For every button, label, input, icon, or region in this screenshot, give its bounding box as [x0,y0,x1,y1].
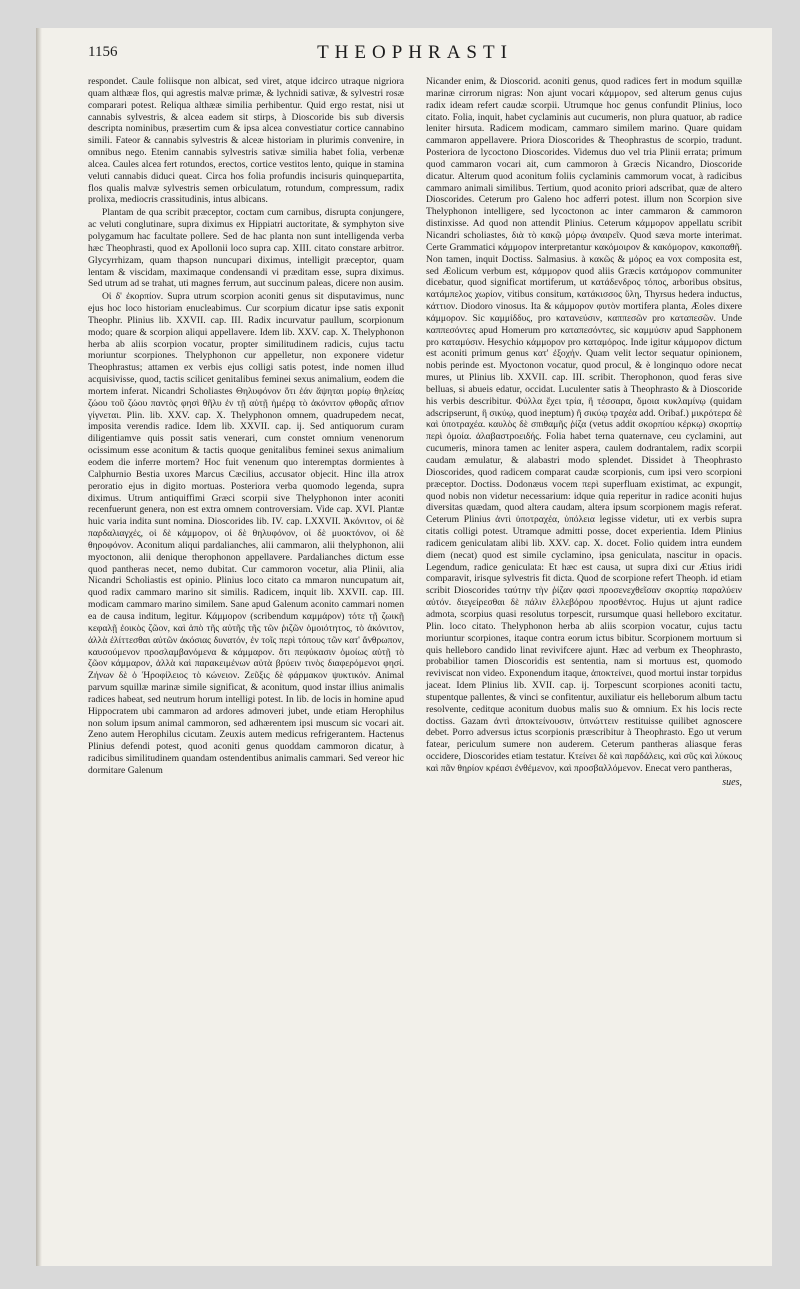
page-gutter-shadow [36,28,42,1266]
catchword: sues, [722,776,742,788]
paragraph: Οἱ δ' ἐκορπίον. Supra utrum scorpion aconiti genus sit disputavimus, nunc ejus hoc loco historiam enucleabimus. Cur scorpium dicatur ipse satis exponit Theophr. Plinius lib. XXVII. cap. III. Radix incurvatur paullum, scorpionum modo; quare & scorpion aliqui appellavere. Idem lib. XXV. cap. X. Thelyphonon herba ab aliis scorpion vocatur, propter similitudinem radicis, cujus tactu moriuntur scorpiones. Thelyphonon cur appelletur, non exponere videtur Theophrastus; attamen ex verbis ejus colligi satis potest, inde nomen illud acquisivisse, quod, tactis scilicet genitalibus feminei sexus animalium, eodem die mortem inferat. Nicandri Scholiastes Θηλυφόνον ὅτι ἐάν ἅψηται μορίῳ θηλείας ζώου τοῦ ζώου παντὸς φησὶ θῆλυ ἐν τῇ αὐτῇ ἡμέρᾳ τὸ ἀκόνιτον φθορᾶς αἴτιον γίγνεται. Plin. lib. XXV. cap. X. Thelyphonon omnem, quadrupedem necat, imposita verendis radice. Idem lib. XXVII. cap. ij. Sed antiquorum curam diligentiamve quis possit satis venerari, cum constet omnium venenorum ocissimum esse aconitum & tactis quoque genitalibus feminei sexus animalium eodem die inferre mortem? Hoc fuit venenum quo interemptas dormientes à Calphurnio Bestia uxores Marcus Cæcilius, accusator objecit. Hinc illa atrox peroratio ejus in digito mortuas. Posteriora verba quomodo legenda, supra diximus. Utrum antiquiffimi Græci scorpii sive Thelyphonon inter aconiti recenfuerunt genera, non est extra omnem controversiam. Vide cap. XVI. Plantæ huic varia indita sunt nomina. Dioscorides lib. IV. cap. LXXVII. Ἀκόνιτον, οἱ δὲ παρδαλιαγχές, οἱ δὲ κάμμορον, οἱ δὲ θηλυφόνον, οἱ δὲ μυοκτόνον, οἱ δὲ θηροφόνον. Aconitum aliqui pardalianches, alii cammaron, alii thelyphonon, alii myoctonon, alii denique therophonon appellavere. Pardalianches dictum esse quod pantheras necet, nemo dubitat. Cur cammoron vocetur, alia Plinii, alia Nicandri Scholiastis est opinio. Plinius loco citato ca mmaron nuncupatum ait, quod radix cammaro marino sit similis. Radicem, inquit lib. XXVII. cap. III. modicam cammaro marino similem. Sane apud Galenum aconito cammari nomen ea de causa inditum, legitur. Κάμμορον (scribendum καμμάρον) τότε τῇ ζωικῇ κεφαλῇ ἐοικὸς ζῶον, καὶ ἀπὸ τῆς αὐτῆς τῆς τῶν ῥιζῶν ὁμοιότητος, τὸ ἀκόνιτον, ἀλλὰ ἐλίττεσθαι αὐτῶν ἀκόσιας δυνατόν, ἐν τοῖς περὶ τόπους τῶν κατ' ἄνθρωπον, καυσούμενον προσλαμβανόμενα & κάμμαρον. ὅτι πεφύκασιν ὁμοίως αὐτῇ τὸ ζῶον κάμμαρον, ἀλλὰ καὶ παρακειμένων αὐτὰ βρύειν τινὸς διαφερόμενοι φησί. Ζήνων δὲ ὁ Ἡροφίλειος τὸ κώνειον. Ζεῦξις δὲ φάρμακον ψυκτικόν. Animal parvum squillæ marinæ simile significat, & aconitum, quod instar illius animalis radices habeat, sed neutrum horum intelligi potest. In lib. de locis in homine apud Hippocratem ubi cammaron ad ardores admoveri jubet, unde etiam Herophilus non solum ipsum animal cammoron, sed adhærentem ipsi muscum sic vocari ait. Zeno autem Herophilus cicutam. Zeuxis autem medicus refrigerantem. Hactenus Plinius defendi potest, quod aconiti genus quoddam cammoron dicatur, à radicibus similitudinem quandam ostendentibus animalis cammari. Sed vereor hic dormitare Galenum [88,291,404,776]
left-column [88,76,404,789]
running-title: THEOPHRASTI [317,42,513,63]
right-column [426,76,742,789]
paragraph: Plantam de qua scribit præceptor, coctam cum carnibus, disrupta conjungere, ac veluti conglutinare, supra diximus ex Hippiatri auctoritate, & symphyton sive polygamum hac facultate pollere. Sed de hac planta non sunt intelligenda verba hæc Theophrasti, quod ex Apollonii loco supra cap. XIII. citato constare arbitror. Glycyrrhizam, quam thapson nuncupari diximus, intelligit præceptor, quam lentam & viscidam, maximaque condensandi vi præditam esse, supra diximus. Sed utrum ad se trahat, uti magnes ferrum, aut succinum paleas, dicere non ausim. [88,207,404,290]
page-header [88,42,742,70]
paragraph: respondet. Caule foliisque non albicat, sed viret, atque idcirco utraque nigriora quam althææ flos, qui agrestis malvæ primæ, & lychnidi sativæ, & sylvestri rosæ comparari potest. Reliqua althææ similia perhibentur. Quid ergo restat, nisi ut cannabis sylvestris, & alcea eadem sit stirps, à Dioscoride bis sub diversis descripta nominibus, præsertim cum & ipsa alcea convestiatur cortice cannabino simili. Fateor & cannabis sylvestris & alceæ historiam in plurimis convenire, in omnibus nego. Etenim cannabis sylvestris sativæ similia habet folia, verbenæ alcea. Caules alcea fert rotundos, erectos, cortice vestitos lento, quique in stamina veluti cannabis diduci queat. Circa hos folia profundis incisuris quinquepartita, flos qualis malvæ sylvestris semen orbiculatum, rotundum, compressum, radix prolixa, mediocris crassitudinis, intus albicans. [88,76,404,206]
page-number: 1156 [88,44,118,60]
book-page [36,28,772,1266]
paragraph: Nicander enim, & Dioscorid. aconiti genus, quod radices fert in modum squillæ marinæ cirrorum nigras: Non ajunt vocari κάμμορον, sed alterum genus cujus radix ideam refert caudæ scorpii. Utrumque hoc genus confundit Plinius, loco citato. Folia, inquit, habet cyclaminis aut cucumeris, non plura quatuor, ab radice leniter hirsuta. Radicem modicam, cammaro similem marino. Quare quidam cammaron appellavere. Priora Dioscorides & Theophrastus de scorpio, tradunt. Posteriora de lycoctono Dioscorides. Videmus duo vel tria Plinii errata; primum quod cammaron vocari ait, cum cammoron à Græcis Nicandro, Dioscoride dicatur. Alterum quod aconitum foliis cyclaminis cammorum vocat, à radicibus cammaro animali similibus. Tertium, quod aconito priori adscribat, quæ de altero Dioscorides. Ceterum pro Galeno hoc adferri potest. illum non Scorpion sive Thelyphonon intelligere, sed lycoctonon ac inter cammaron & cammoron distinxisse. Ad quod non attendit Plinius. Ceterum κάμμορον appellatu scribit Nicandri scholiastes, διὰ τὸ κακῷ μόρῳ ἀναιρεῖν. Quod sæva morte interimat. Certe Grammatici κάμμορον interpretantur κακόμοιρον & κακόμορον, κακοπαθῆ. Non tamen, inquit Doctiss. Salmasius. à κακῶς & μόρος ea vox composita est, sed Æolicum verbum est, κάμμορον quod aliis Græcis κατάμορον communiter dicebatur, quod significat mortiferum, ut κατάδενδρος τόπος, arboribus obsitus, κατάμπελος χωρίον, vitibus consitum, κατάκισσος ὕλη, Thyrsus hedera inductus, κάττιον. Diodoro vinosus. Ita & κάμμορον φυτὸν mortifera planta, Æoles dixere κάμμορον. Sic καμμίδδυς, pro κατανεύσιν, καππεσῶν pro καταπεσῶν. Unde καππεσόντες apud Homerum pro καταπεσόντες, sic καμμύσιν apud Sapphonem pro καταμύσιν. Hesychio κάμμορον pro καταμόρος. Inde igitur κάμμορον dictum est aconiti primum genus κατ' ἐξοχήν. Quam velit lector sequatur opinionem, nobis perinde est. Myoctonon vocatur, quod procul, & è longinquo odore necat mures, ut Plinius lib. XXVII. cap. III. scribit. Therophonon, quod feras sive belluas, si abueis edatur, occidat. Luculenter satis à Theophrasto & à Dioscoride his verbis describitur. Φύλλα ἔχει τρία, ἢ τέσσαρα, ὅμοια κυκλαμίνῳ (quidam adscripserunt, ἢ σικύῳ, quod ineptum) ἢ σικύῳ τραχέα add. Oribaf.) μικρότερα δὲ καὶ ὑποτραχέα. καυλὸς δὲ σπιθαμῆς ῥίζα (vetus addit σκορπίου κέρκῳ) σκορπίῳ περὶ ὁμοία. ἀλαβαστροειδής. Folia habet terna quaternave, ceu cyclamini, aut cucumeris, minora tamen ac leniter aspera, caulem dodrantalem, radix scorpii caudam æmulatur, & alabastri modo splendet. Dissidet à Theophrasto Dioscorides, quod radicem comparat caudæ scorpionis, cum ipsi vero scorpioni præceptor. Doctiss. Dodonæus vocem περὶ superfluam existimat, ac expungit, quod nobis non videtur necessarium: idque quia reperitur in radice aconiti hujus diversitas quædam, quod altera caudam, altera ipsum scorpionem magis referat. Ceterum Plinius ἀντὶ ὑποτραχέα, ὑπόλεια legisse videtur, uti ex verbis supra citatis colligi potest. Utramque admitti posse, docet experientia. Idem Plinius radicem geniculatam alibi lib. XXV. cap. X. docet. Folio quidem intra eundem diem (necat) quod est simile cyclamino, ipsa geniculata, nascitur in opacis. Legendum, radice geniculata: Et hæc est causa, ut supra dixi cur Ætius iridi comparavit, irisque sylvestris fit dicta. Quod de scorpione refert Theoph. id etiam scribit Dioscorides ταύτην τὴν ῥίζαν φασὶ προσενεχθεῖσαν σκορπίῳ παραλύειν αὐτόν. διεγείρεσθαι δὲ πάλιν ἑλλεβόρου προσθέντος. Hujus ut ajunt radice admota, scorpius quasi resolutus torpescit, rursumque quasi helleboro excitatur. Plin. loco citato. Thelyphonon herba ab aliis scorpion vocatur, cujus tactu moriuntur scorpiones, itaque contra eorum ictus bibitur. Scorpionem mortuum si quis helleboro candido linat revivifcere ajunt. Hæc ad verbum ex Theophrasto, probabilior tamen Dioscoridis est sententia, nam si mortuus est, quomodo reviviscat non video. Exponendum itaque, ἀποκτείνει, quod mortui instar torpidus jaceat. Idem Plinius lib. XVII. cap. ij. Torpescunt scorpiones aconiti tactu, stupentque pallentes, & vinci se confitentur, auxiliatur eis helleborum album tactu resolvente, ceditque aconitum duobus malis suo & omnium. Ex his locis recte doctiss. Gazam ἀντὶ ἀποκτείνουσιν, ὑπνώττειν restituisse quilibet agnoscere debet. Porro adversus ictus scorpionis præscribitur à Theophrasto. Ego ut verum fatear, periculum sumere non auderem. Ceterum pantheras aliasque feras occidere, Dioscorides etiam testatur. Κτείνει δὲ καὶ παρδάλεις, καὶ σῦς καὶ λύκους καὶ πᾶν θηρίον κρέασι ἐνθέμενον, καὶ προσβαλλόμενον. Enecat vero pantheras, [426,76,742,774]
text-columns [88,76,742,789]
